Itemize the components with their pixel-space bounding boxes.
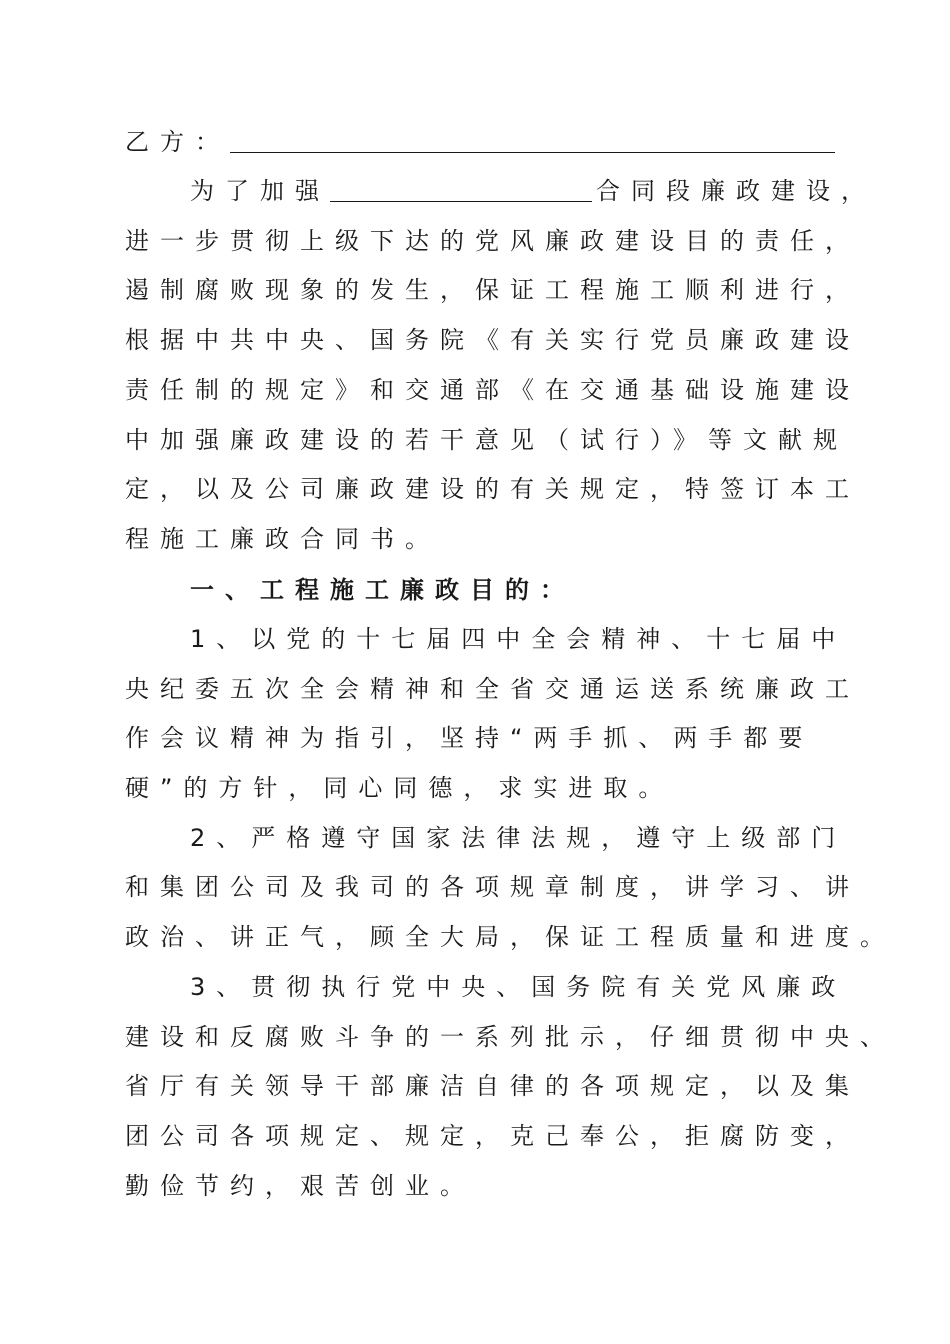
intro-line-1-before: 为了加强 [190, 177, 330, 205]
intro-line-4: 根据中共中央、国务院《有关实行党员廉政建设 [125, 326, 860, 354]
section-1-heading: 一、工程施工廉政目的： [190, 576, 575, 604]
party-b-line [125, 122, 845, 162]
intro-line-5: 责任制的规定》和交通部《在交通基础设施建设 [125, 376, 860, 404]
intro-line-3: 遏制腐败现象的发生，保证工程施工顺利进行， [125, 276, 860, 304]
item-3-line-4: 团公司各项规定、规定，克己奉公，拒腐防变， [125, 1122, 860, 1150]
party-b-label: 乙方： [125, 128, 230, 156]
item-2-line-3: 政治、讲正气，顾全大局，保证工程质量和进度。 [125, 923, 895, 951]
intro-line-8: 程施工廉政合同书。 [125, 525, 440, 553]
item-1-line-2: 央纪委五次全会精神和全省交通运送系统廉政工 [125, 675, 860, 703]
item-3-line-5: 勤俭节约，艰苦创业。 [125, 1172, 475, 1200]
item-1-line-1: 1、以党的十七届四中全会精神、十七届中 [190, 625, 847, 653]
item-2-line-2: 和集团公司及我司的各项规章制度，讲学习、讲 [125, 873, 860, 901]
intro-line-2: 进一步贯彻上级下达的党风廉政建设目的责任， [125, 227, 860, 255]
party-b-blank [230, 126, 835, 153]
item-2-line-1: 2、严格遵守国家法律法规，遵守上级部门 [190, 824, 847, 852]
item-3-line-3: 省厅有关领导干部廉洁自律的各项规定，以及集 [125, 1072, 860, 1100]
item-1-line-4: 硬”的方针，同心同德，求实进取。 [125, 774, 674, 802]
item-3-line-1: 3、贯彻执行党中央、国务院有关党风廉政 [190, 973, 847, 1001]
intro-line-1 [190, 171, 910, 211]
contract-section-blank [330, 175, 592, 202]
intro-line-1-after: 合同段廉政建设， [596, 177, 876, 205]
item-3-line-2: 建设和反腐败斗争的一系列批示，仔细贯彻中央、 [125, 1023, 895, 1051]
intro-line-6: 中加强廉政建设的若干意见（试行）》等文献规 [125, 426, 848, 454]
item-1-line-3: 作会议精神为指引，坚持“两手抓、两手都要 [125, 724, 814, 752]
intro-line-7: 定，以及公司廉政建设的有关规定，特签订本工 [125, 475, 860, 503]
